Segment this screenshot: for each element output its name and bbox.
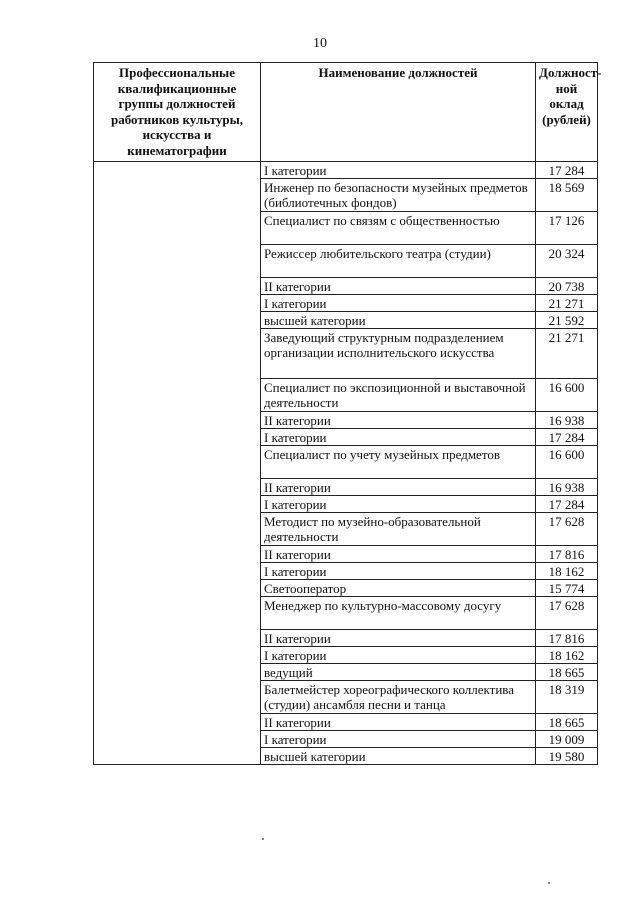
position-name-cell: II категории bbox=[261, 479, 536, 496]
group-cell bbox=[94, 162, 261, 765]
salary-cell: 16 938 bbox=[536, 412, 598, 429]
position-name-cell: Специалист по связям с общественностью bbox=[261, 212, 536, 245]
table-row bbox=[94, 162, 598, 179]
salary-cell: 20 324 bbox=[536, 245, 598, 278]
scan-mark bbox=[548, 882, 550, 884]
position-name-cell: II категории bbox=[261, 630, 536, 647]
position-name-cell: I категории bbox=[261, 295, 536, 312]
salary-table bbox=[93, 62, 602, 765]
position-name-cell: I категории bbox=[261, 647, 536, 664]
position-name-cell: Светооператор bbox=[261, 580, 536, 597]
salary-cell: 17 126 bbox=[536, 212, 598, 245]
position-name-cell: высшей категории bbox=[261, 748, 536, 765]
salary-cell: 17 628 bbox=[536, 597, 598, 630]
position-name-cell: ведущий bbox=[261, 664, 536, 681]
position-name-cell: Специалист по учету музейных предметов bbox=[261, 446, 536, 479]
position-name-cell: I категории bbox=[261, 429, 536, 446]
position-name-cell: высшей категории bbox=[261, 312, 536, 329]
salary-cell: 18 162 bbox=[536, 647, 598, 664]
position-name-cell: Режиссер любительского театра (студии) bbox=[261, 245, 536, 278]
salary-cell: 16 938 bbox=[536, 479, 598, 496]
scan-mark bbox=[262, 838, 264, 840]
salary-cell: 17 816 bbox=[536, 630, 598, 647]
salary-cell: 17 284 bbox=[536, 496, 598, 513]
salary-cell: 18 665 bbox=[536, 664, 598, 681]
salary-cell: 16 600 bbox=[536, 379, 598, 412]
header-position-name: Наименование должностей bbox=[261, 63, 536, 162]
position-name-cell: I категории bbox=[261, 162, 536, 179]
position-name-cell: I категории bbox=[261, 563, 536, 580]
salary-cell: 21 271 bbox=[536, 329, 598, 379]
position-name-cell: II категории bbox=[261, 278, 536, 295]
salary-cell: 17 284 bbox=[536, 429, 598, 446]
salary-cell: 21 592 bbox=[536, 312, 598, 329]
salary-cell: 19 580 bbox=[536, 748, 598, 765]
position-name-cell: Специалист по экспозиционной и выставочной деятельности bbox=[261, 379, 536, 412]
salary-cell: 17 628 bbox=[536, 513, 598, 546]
position-name-cell: Инженер по безопасности музейных предметов (библиотечных фондов) bbox=[261, 179, 536, 212]
table-header-row bbox=[94, 63, 598, 162]
salary-cell: 16 600 bbox=[536, 446, 598, 479]
position-name-cell: Заведующий структурным подразделением организации исполнительского искусства bbox=[261, 329, 536, 379]
salary-cell: 18 162 bbox=[536, 563, 598, 580]
salary-cell: 20 738 bbox=[536, 278, 598, 295]
position-name-cell: II категории bbox=[261, 412, 536, 429]
position-name-cell: I категории bbox=[261, 731, 536, 748]
position-name-cell: II категории bbox=[261, 546, 536, 563]
position-name-cell: Балетмейстер хореографического коллектива (студии) ансамбля песни и танца bbox=[261, 681, 536, 714]
header-salary: Должност-ной оклад (рублей) bbox=[536, 63, 598, 162]
salary-cell: 15 774 bbox=[536, 580, 598, 597]
salary-cell: 17 816 bbox=[536, 546, 598, 563]
salary-cell: 18 569 bbox=[536, 179, 598, 212]
position-name-cell: Менеджер по культурно-массовому досугу bbox=[261, 597, 536, 630]
position-name-cell: I категории bbox=[261, 496, 536, 513]
salary-cell: 18 665 bbox=[536, 714, 598, 731]
salary-cell: 21 271 bbox=[536, 295, 598, 312]
position-name-cell: Методист по музейно-образовательной деятельности bbox=[261, 513, 536, 546]
salary-cell: 19 009 bbox=[536, 731, 598, 748]
table-body bbox=[94, 162, 598, 765]
position-name-cell: II категории bbox=[261, 714, 536, 731]
page-number: 10 bbox=[313, 36, 327, 51]
salary-cell: 17 284 bbox=[536, 162, 598, 179]
salary-cell: 18 319 bbox=[536, 681, 598, 714]
header-qualification-group: Профессиональные квалификационные группы должностей работников культуры, искусства и кинематографии bbox=[94, 63, 261, 162]
